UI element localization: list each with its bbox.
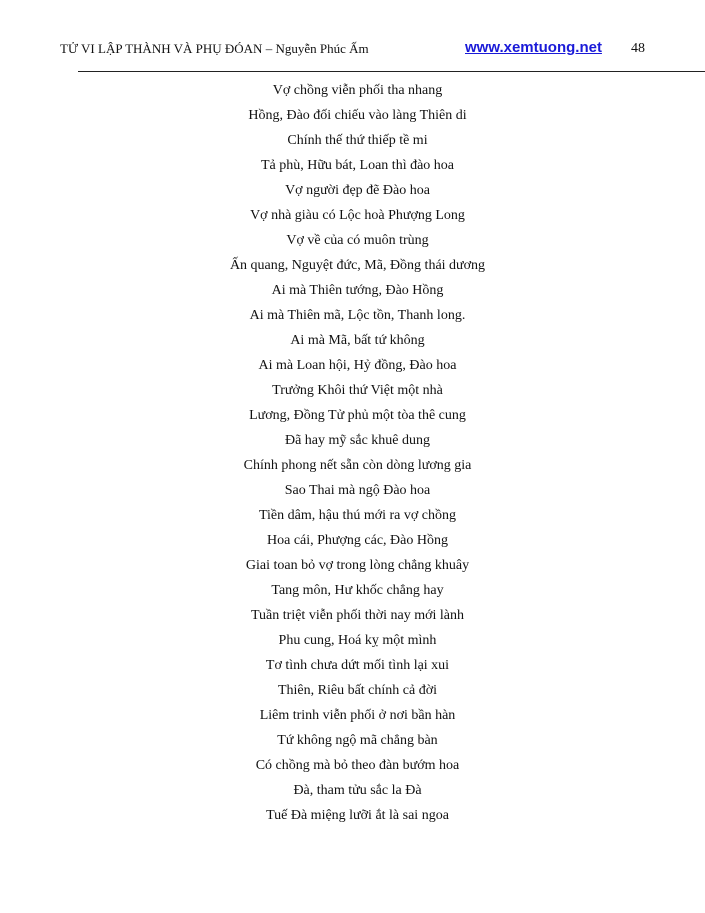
poem-line: Hồng, Đào đối chiếu vào làng Thiên di xyxy=(248,108,467,123)
poem-line: Ai mà Thiên tướng, Đào Hồng xyxy=(271,283,444,298)
poem-line: Tang môn, Hư khốc chẳng hay xyxy=(271,583,444,598)
poem-line: Tơ tình chưa dứt mối tình lại xui xyxy=(265,658,450,673)
poem-line: Vợ nhà giàu có Lộc hoà Phượng Long xyxy=(250,208,465,223)
poem-line: Đã hay mỹ sắc khuê dung xyxy=(284,433,431,448)
poem-line: Trưởng Khôi thứ Việt một nhà xyxy=(272,383,443,398)
website-link[interactable]: www.xemtuong.net xyxy=(465,39,602,56)
poem-line: Có chồng mà bỏ theo đàn bướm hoa xyxy=(255,758,460,773)
poem-line: Phu cung, Hoá kỵ một mình xyxy=(278,633,437,648)
poem-line: Ai mà Loan hội, Hỷ đồng, Đào hoa xyxy=(258,358,457,373)
poem-line: Chính thế thứ thiếp tề mi xyxy=(287,133,428,148)
poem-line: Lương, Đồng Tử phủ một tòa thê cung xyxy=(249,408,466,423)
poem-line: Hoa cái, Phượng các, Đào Hồng xyxy=(267,533,448,548)
header-divider xyxy=(78,71,705,72)
poem-line: Vợ về của có muôn trùng xyxy=(286,233,429,248)
poem-line: Đà, tham tửu sắc la Đà xyxy=(293,783,422,798)
poem-line: Thiên, Riêu bất chính cả đời xyxy=(277,683,438,698)
poem-line: Vợ chồng viễn phối tha nhang xyxy=(272,83,443,98)
poem-line: Tả phù, Hữu bát, Loan thì đào hoa xyxy=(260,158,455,173)
poem-line: Ấn quang, Nguyệt đức, Mã, Đồng thái dương xyxy=(229,258,486,273)
poem-line: Liêm trinh viễn phối ở nơi bần hàn xyxy=(259,708,456,723)
poem-line: Chính phong nết sẵn còn dòng lương gia xyxy=(243,458,472,473)
poem-line: Tiền dâm, hậu thú mới ra vợ chồng xyxy=(258,508,457,523)
page-number: 48 xyxy=(631,41,645,56)
poem-line: Tứ không ngộ mã chẳng bàn xyxy=(277,733,438,748)
poem-line: Giai toan bỏ vợ trong lòng chẳng khuây xyxy=(245,558,470,573)
poem-line: Ai mà Mã, bất tứ không xyxy=(290,333,425,348)
poem-body xyxy=(0,78,705,828)
poem-line: Tuần triệt viễn phối thời nay mới lành xyxy=(251,608,464,623)
page-header xyxy=(60,38,645,60)
poem-line: Tuế Đà miệng lưỡi ắt là sai ngoa xyxy=(266,808,449,823)
poem-line: Sao Thai mà ngộ Đào hoa xyxy=(284,483,431,498)
document-title: TỬ VI LẬP THÀNH VÀ PHỤ ĐÓAN – Nguyễn Phúc Ấm xyxy=(60,41,369,56)
poem-line: Ai mà Thiên mã, Lộc tồn, Thanh long. xyxy=(249,308,466,323)
poem-line: Vợ người đẹp đẽ Đào hoa xyxy=(285,183,430,198)
